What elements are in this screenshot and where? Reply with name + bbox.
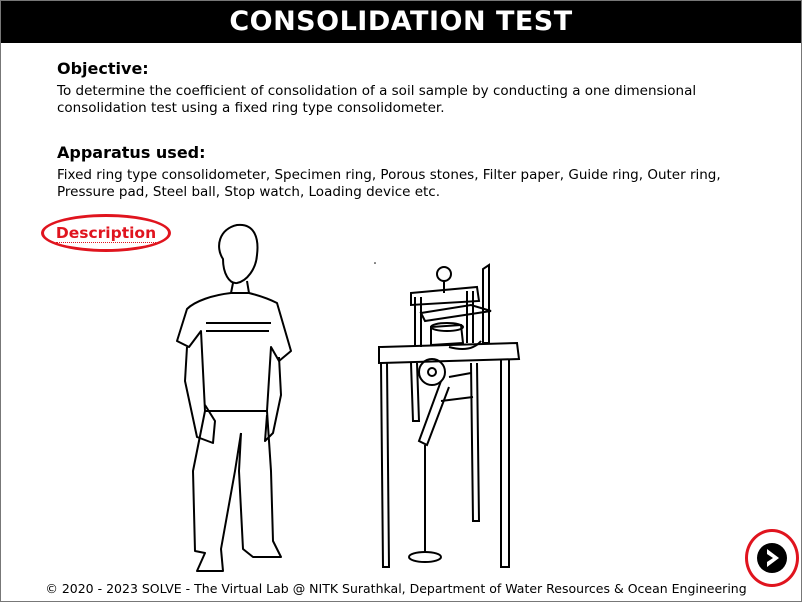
description-link-label: Description (55, 224, 157, 242)
page-title: CONSOLIDATION TEST (1, 1, 801, 43)
apparatus-text: Fixed ring type consolidometer, Specimen ring, Porous stones, Filter paper, Guide ring, Outer ring, Pressure pad, Steel ball, Stop watch, Loading device etc. (57, 167, 721, 200)
next-arrow-icon (757, 543, 787, 573)
objective-text: To determine the coefficient of consolidation of a soil sample by conducting a one dimensional consolidation test using a fixed ring type consolidometer. (57, 83, 697, 116)
person-figure (177, 225, 291, 571)
apparatus-illustration (1, 1, 801, 601)
consolidometer-apparatus (379, 265, 519, 567)
next-button[interactable] (757, 543, 787, 573)
objective-heading: Objective: (57, 59, 149, 78)
next-highlight (745, 529, 799, 587)
footer-copyright: © 2020 - 2023 SOLVE - The Virtual Lab @ NITK Surathkal, Department of Water Resources & Ocean Engineering (45, 581, 747, 596)
apparatus-heading: Apparatus used: (57, 143, 206, 162)
